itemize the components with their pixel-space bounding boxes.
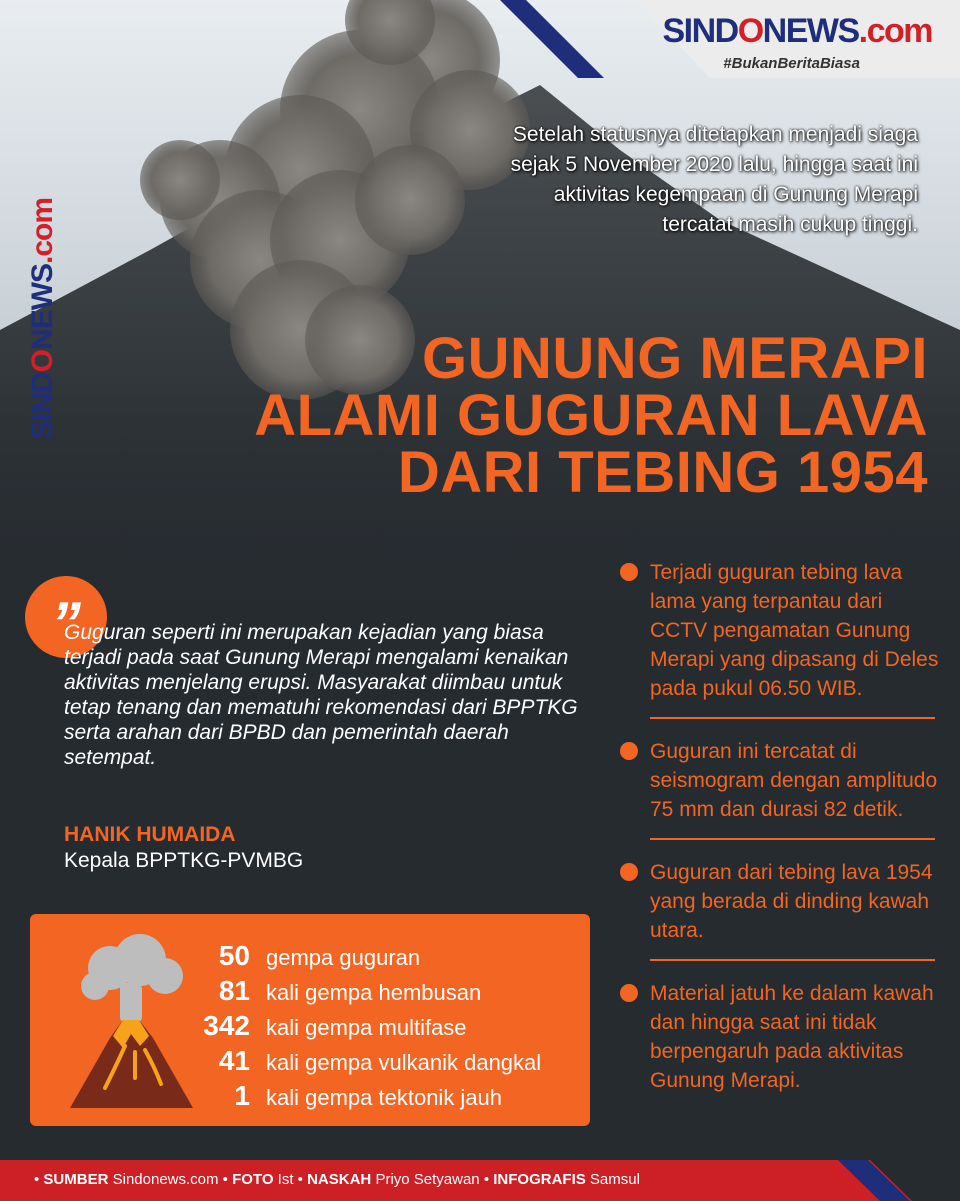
stat-row (196, 975, 586, 1009)
stat-row (196, 940, 586, 974)
bullet-dot-icon (620, 563, 638, 581)
earthquake-stats-box (30, 914, 590, 1126)
stat-label: kali gempa multifase (266, 1015, 467, 1040)
stat-value: 81 (218, 975, 250, 1006)
stat-row (196, 1010, 586, 1044)
stat-row (196, 1045, 586, 1079)
fact-item (620, 737, 940, 838)
stat-label: gempa guguran (266, 945, 421, 970)
headline-line-3: DARI TEBING 1954 (397, 440, 928, 505)
credits: • SUMBER Sindonews.com • FOTO Ist • NASKAH Priyo Setyawan • INFOGRAFIS Samsul (34, 1171, 640, 1188)
stat-label: kali gempa vulkanik dangkal (266, 1050, 542, 1075)
headline (168, 326, 928, 505)
bullet-dot-icon (620, 863, 638, 881)
side-watermark-logo: SINDONEWS.com (26, 197, 59, 440)
divider (650, 959, 935, 961)
stat-value: 342 (203, 1010, 250, 1041)
stat-row (196, 1080, 586, 1114)
fact-text: Guguran ini tercatat di seismogram dengan amplitudo 75 mm dan durasi 82 detik. (650, 740, 938, 821)
headline-line-1: GUNUNG MERAPI (422, 326, 928, 391)
sindonews-logo[interactable]: SINDONEWS.com (662, 12, 932, 50)
fact-item (620, 979, 940, 1109)
divider (650, 717, 935, 719)
quote-text: Guguran seperti ini merupakan kejadian yang biasa terjadi pada saat Gunung Merapi mengalami kenaikan aktivitas menjelang erupsi. Masyarakat diimbau untuk tetap tenang dan mematuhi rekomendasi dari BPPTKG serta arahan dari BPBD dan pemerintah daerah setempat. (64, 621, 578, 769)
fact-text: Material jatuh ke dalam kawah dan hingga saat ini tidak berpengaruh pada aktivitas Gunung Merapi. (650, 982, 934, 1092)
speaker-name: HANIK HUMAIDA (64, 823, 236, 846)
erupting-volcano-icon (65, 928, 195, 1108)
quote-icon: ” (25, 576, 107, 658)
stat-value: 50 (218, 940, 250, 971)
fact-item (620, 858, 940, 959)
fact-text: Guguran dari tebing lava 1954 yang berada di dinding kawah utara. (650, 861, 933, 942)
intro-text: Setelah statusnya ditetapkan menjadi siaga sejak 5 November 2020 lalu, hingga saat ini aktivitas kegempaan di Gunung Merapi tercatat masih cukup tinggi. (510, 123, 918, 236)
bullet-dot-icon (620, 984, 638, 1002)
fact-item (620, 558, 940, 717)
stat-label: kali gempa tektonik jauh (266, 1085, 503, 1110)
speaker-role: Kepala BPPTKG-PVMBG (64, 849, 304, 872)
divider (650, 838, 935, 840)
hashtag: #BukanBeritaBiasa (723, 55, 860, 72)
headline-line-2: ALAMI GUGURAN LAVA (254, 383, 928, 448)
stat-value: 1 (234, 1080, 250, 1111)
fact-text: Terjadi guguran tebing lava lama yang terpantau dari CCTV pengamatan Gunung Merapi yang dipasang di Deles pada pukul 06.50 WIB. (650, 561, 939, 700)
bullet-dot-icon (620, 742, 638, 760)
stat-label: kali gempa hembusan (266, 980, 482, 1005)
stat-value: 41 (218, 1045, 250, 1076)
fact-list (620, 558, 940, 1109)
